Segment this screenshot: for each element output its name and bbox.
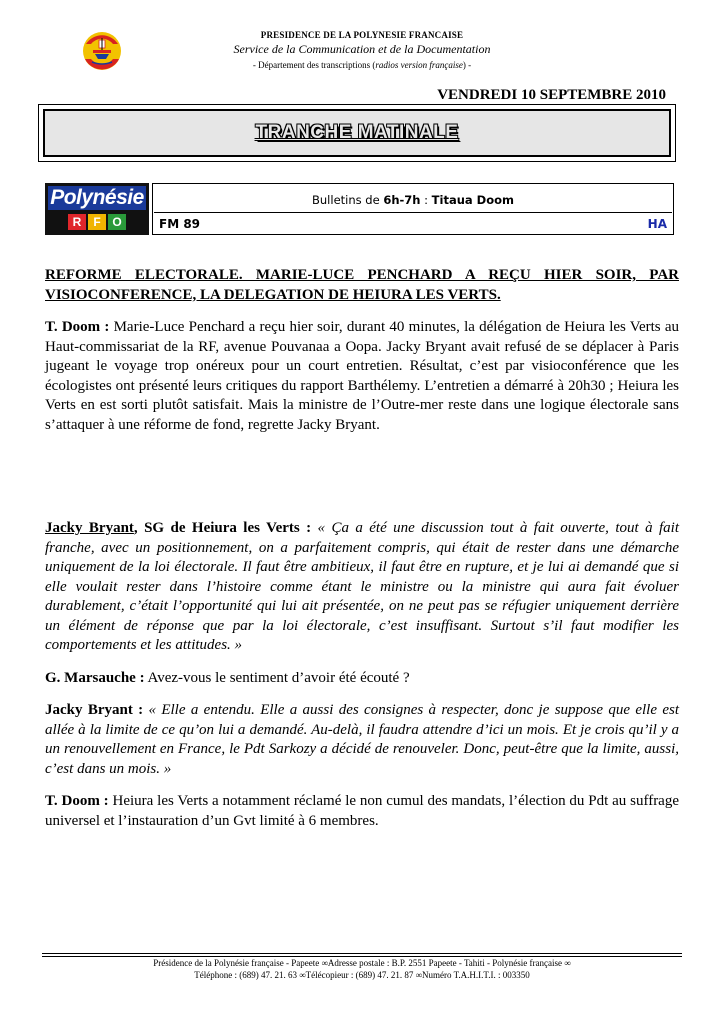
paragraph-bryant-quote: Jacky Bryant, SG de Heiura les Verts : « Ça a été une discussion tout à fait ouverte, tout à fait franche, avec un positionnement, on a parfaitement compris, qui était de rester dans une démarche uniquement de la loi électorale. Il faut être ambitieux, il faut être en rupture, et je lui ai demandé que si elle voulait rester dans l’histoire comme étant le ministre ou la ministre qui aura fait évoluer durablement, c’était l’opportunité qui lui ait présentée, on ne peut pas se réfugier uniquement derrière un élément de réponse que par la loi électorale, c’est insuffisant. Surtout s’il faut modifier les comportements et les attitudes. » [45,520,680,653]
document-footer [0,957,724,981]
bulletin-info-box [152,183,674,235]
paragraph-marsauche-question: G. Marsauche : Avez-vous le sentiment d’avoir été écouté ? [45,669,410,686]
rfo-letter-r: R [68,214,86,230]
footer-address: Présidence de la Polynésie française - Papeete ∞Adresse postale : B.P. 2551 Papeete - Tahiti - Polynésie française ∞ [153,958,571,968]
speaker-label: T. Doom : [45,319,110,335]
author-initials: HA [647,217,667,231]
rfo-letter-f: F [88,214,106,230]
frequency-label: FM 89 [159,217,201,231]
paragraph-doom-closing: T. Doom : Heiura les Verts a notamment réclamé le non cumul des mandats, l’élection du Pdt au suffrage universel et l’instauration d’un Gvt limité à 6 membres. [45,793,679,829]
rfo-letter-o: O [108,214,126,230]
transcript-body [45,266,679,844]
header-service: Service de la Communication et de la Documentation [233,42,491,56]
speaker-label: G. Marsauche : [45,669,145,686]
footer-contact: Téléphone : (689) 47. 21. 63 ∞Télécopieur : (689) 47. 21. 87 ∞Numéro T.A.H.I.T.I. : 003350 [194,970,530,980]
rfo-logo-name: Polynésie [48,186,146,210]
header-department: - Département des transcriptions (radios version française) - [252,60,472,70]
footer-divider [42,953,682,954]
polynesie-rfo-logo [45,183,149,235]
document-header [0,30,724,70]
speaker-label: Jacky Bryant : [45,702,144,718]
paragraph-bryant-answer: Jacky Bryant : « Elle a entendu. Elle a aussi des consignes à respecter, donc je suppose que elle est allée à la limite de ce qu’on lui a demandé. Au-delà, il faudra attendre d’ici un mois. Et je crois qu’il y a un renouvellement en France, le Pdt Sarkozy a décidé de renouveler. Donc, peut-être que la limite, aussi, c’est dans un mois. » [45,702,679,777]
header-institution: PRESIDENCE DE LA POLYNESIE FRANCAISE [260,30,464,40]
document-date: VENDREDI 10 SEPTEMBRE 2010 [437,87,666,103]
bulletin-title: Bulletins de 6h-7h : Titaua Doom [312,193,514,207]
tranche-title: TRANCHE MATINALE [255,122,459,143]
tranche-banner [38,104,676,162]
article-headline: REFORME ELECTORALE. MARIE-LUCE PENCHARD A REÇU HIER SOIR, PAR VISIOCONFERENCE, LA DELEGATION DE HEIURA LES VERTS. [45,267,679,303]
paragraph-doom-intro: T. Doom : Marie-Luce Penchard a reçu hier soir, durant 40 minutes, la délégation de Heiura les Verts au Haut-commissariat de la RF, avenue Pouvanaa a Oopa. Jacky Bryant avait refusé de se déplacer à Paris jugeant le voyage trop onéreux pour un court entretien. Résultat, c’est par visioconférence que les écologistes ont présenté leurs critiques du rapport Barthélemy. L’entretien a démarré à 20h30 ; Heiura les Verts en est sorti plutôt satisfait. Mais la ministre de l’Outre-mer reste dans une logique électorale sans s’attaquer à une réforme de fond, regrette Jacky Bryant. [45,319,679,433]
speaker-label: T. Doom : [45,793,109,809]
speaker-label: Jacky Bryant [45,520,134,536]
